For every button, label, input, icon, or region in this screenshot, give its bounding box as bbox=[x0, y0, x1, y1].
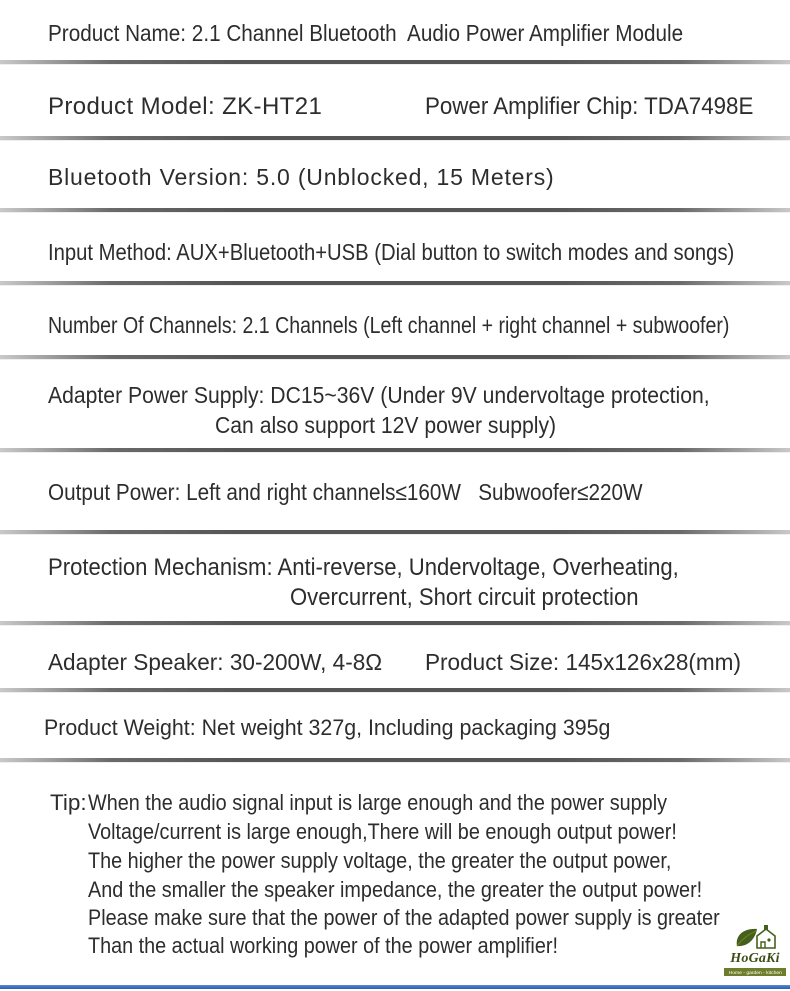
spec-protection-line2: Overcurrent, Short circuit protection bbox=[290, 584, 639, 611]
divider bbox=[0, 208, 790, 213]
spec-channels: Number Of Channels: 2.1 Channels (Left channel + right channel + subwoofer) bbox=[48, 312, 730, 338]
tip-line: Than the actual working power of the power amplifier! bbox=[88, 933, 558, 958]
spec-protection-line1: Protection Mechanism: Anti-reverse, Undervoltage, Overheating, bbox=[48, 554, 679, 581]
spec-product-size: Product Size: 145x126x28(mm) bbox=[425, 649, 741, 675]
tip-line: When the audio signal input is large enough and the power supply bbox=[88, 790, 667, 815]
divider bbox=[0, 530, 790, 535]
divider bbox=[0, 60, 790, 65]
spec-input-method: Input Method: AUX+Bluetooth+USB (Dial button to switch modes and songs) bbox=[48, 239, 735, 265]
spec-amplifier-chip: Power Amplifier Chip: TDA7498E bbox=[425, 93, 754, 120]
brand-tagline: Home - garden - kitchen bbox=[728, 968, 782, 975]
spec-product-model: Product Model: ZK-HT21 bbox=[48, 93, 323, 120]
footer-accent-bar bbox=[0, 985, 790, 989]
spec-product-weight: Product Weight: Net weight 327g, Including packaging 395g bbox=[44, 715, 611, 740]
brand-name: HoGaKi bbox=[730, 951, 780, 966]
spec-bluetooth-version: Bluetooth Version: 5.0 (Unblocked, 15 Meters) bbox=[48, 164, 555, 190]
tip-line: The higher the power supply voltage, the greater the output power, bbox=[88, 848, 672, 873]
tip-label: Tip: bbox=[50, 790, 87, 815]
spec-output-power: Output Power: Left and right channels≤160W Subwoofer≤220W bbox=[48, 479, 643, 505]
divider bbox=[0, 136, 790, 141]
tip-line: Please make sure that the power of the adapted power supply is greater bbox=[88, 905, 720, 930]
divider bbox=[0, 621, 790, 626]
spec-adapter-speaker: Adapter Speaker: 30-200W, 4-8Ω bbox=[48, 649, 383, 675]
spec-product-name: Product Name: 2.1 Channel Bluetooth Audio Power Amplifier Module bbox=[48, 20, 684, 46]
divider bbox=[0, 448, 790, 453]
brand-logo bbox=[723, 924, 787, 976]
spec-power-supply-line1: Adapter Power Supply: DC15~36V (Under 9V undervoltage protection, bbox=[48, 382, 710, 408]
leaf-house-icon bbox=[733, 924, 777, 952]
spec-power-supply-line2: Can also support 12V power supply) bbox=[215, 412, 557, 438]
tip-line: Voltage/current is large enough,There will be enough output power! bbox=[88, 819, 677, 844]
divider bbox=[0, 688, 790, 693]
tip-line: And the smaller the speaker impedance, the greater the output power! bbox=[88, 877, 703, 902]
divider bbox=[0, 355, 790, 360]
brand-tagline-band bbox=[724, 968, 786, 976]
divider bbox=[0, 281, 790, 286]
divider bbox=[0, 758, 790, 763]
